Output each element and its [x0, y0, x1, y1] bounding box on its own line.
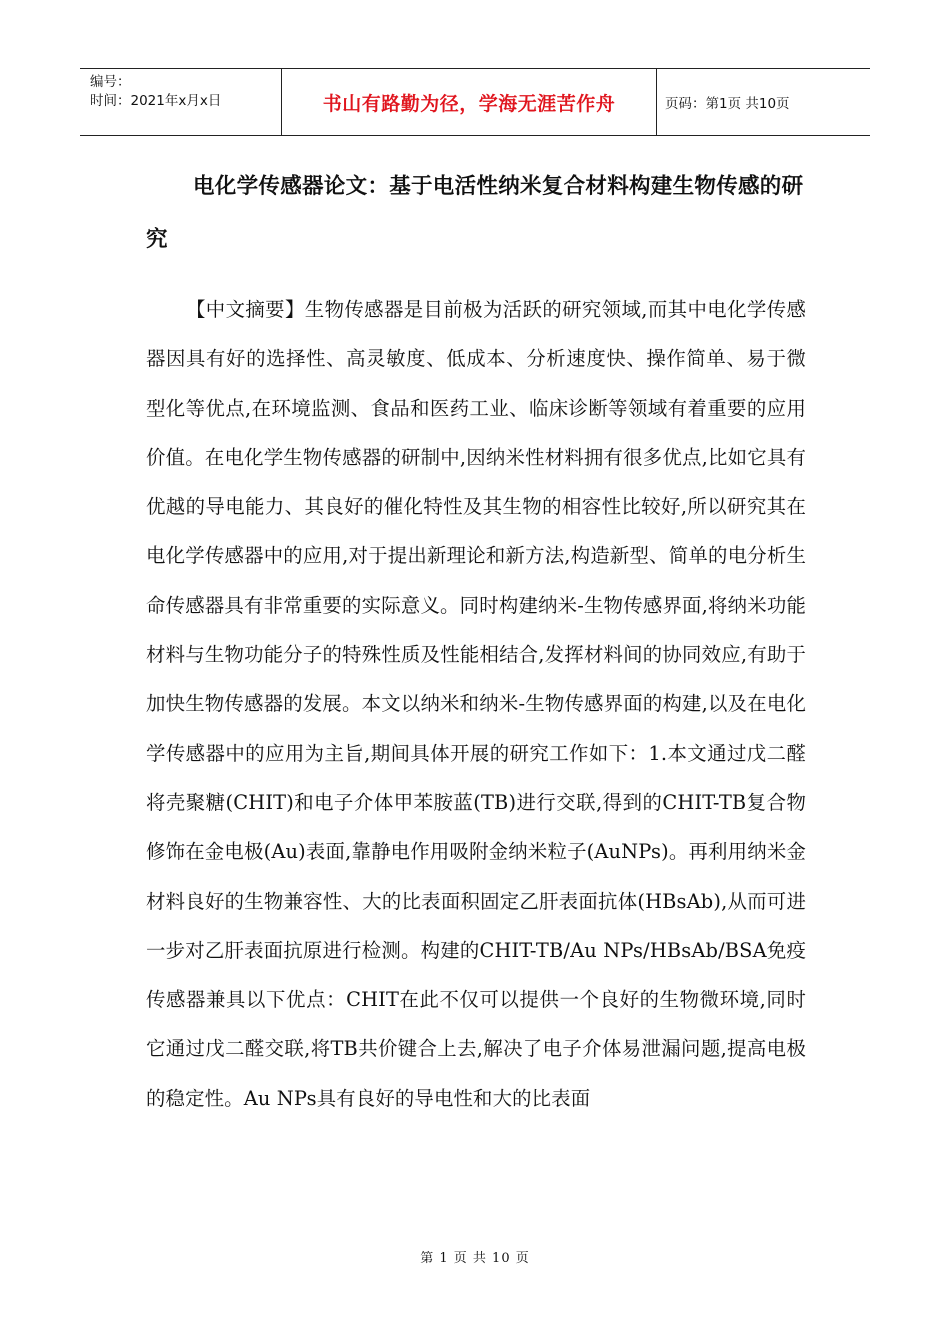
header-motto: 书山有路勤为径，学海无涯苦作舟 — [282, 69, 657, 135]
date-label: 时间：2021年x月x日 — [90, 93, 222, 109]
document-title: 电化学传感器论文：基于电活性纳米复合材料构建生物传感的研究 — [146, 174, 804, 252]
page-footer: 第 1 页 共 10 页 — [420, 1251, 530, 1266]
serial-number-label: 编号： — [90, 74, 131, 90]
header-page-info: 页码：第1页 共10页 — [665, 96, 790, 112]
header-meta-cell — [80, 69, 282, 135]
page-header — [80, 68, 870, 136]
abstract-paragraph: 【中文摘要】生物传感器是目前极为活跃的研究领域,而其中电化学传感器因具有好的选择性、高灵敏度、低成本、分析速度快、操作简单、易于微型化等优点,在环境监测、食品和医药工业、临床诊断等领域有着重要的应用价值。在电化学生物传感器的研制中,因纳米性材料拥有很多优点,比如它具有优越的导电能力、其良好的催化特性及其生物的相容性比较好,所以研究其在电化学传感器中的应用,对于提出新理论和新方法,构造新型、简单的电分析生命传感器具有非常重要的实际意义。同时构建纳米-生物传感界面,将纳米功能材料与生物功能分子的特殊性质及性能相结合,发挥材料间的协同效应,有助于加快生物传感器的发展。本文以纳米和纳米-生物传感界面的构建,以及在电化学传感器中的应用为主旨,期间具体开展的研究工作如下：1.本文通过戊二醛将壳聚糖(CHIT)和电子介体甲苯胺蓝(TB)进行交联,得到的CHIT-TB复合物修饰在金电极(Au)表面,靠静电作用吸附金纳米粒子(AuNPs)。再利用纳米金材料良好的生物兼容性、大的比表面积固定乙肝表面抗体(HBsAb),从而可进一步对乙肝表面抗原进行检测。构建的CHIT-TB/Au NPs/HBsAb/BSA免疫传感器兼具以下优点：CHIT在此不仅可以提供一个良好的生物微环境,同时它通过戊二醛交联,将TB共价键合上去,解决了电子介体易泄漏问题,提高电极的稳定性。Au NPs具有良好的导电性和大的比表面 — [146, 298, 806, 1110]
